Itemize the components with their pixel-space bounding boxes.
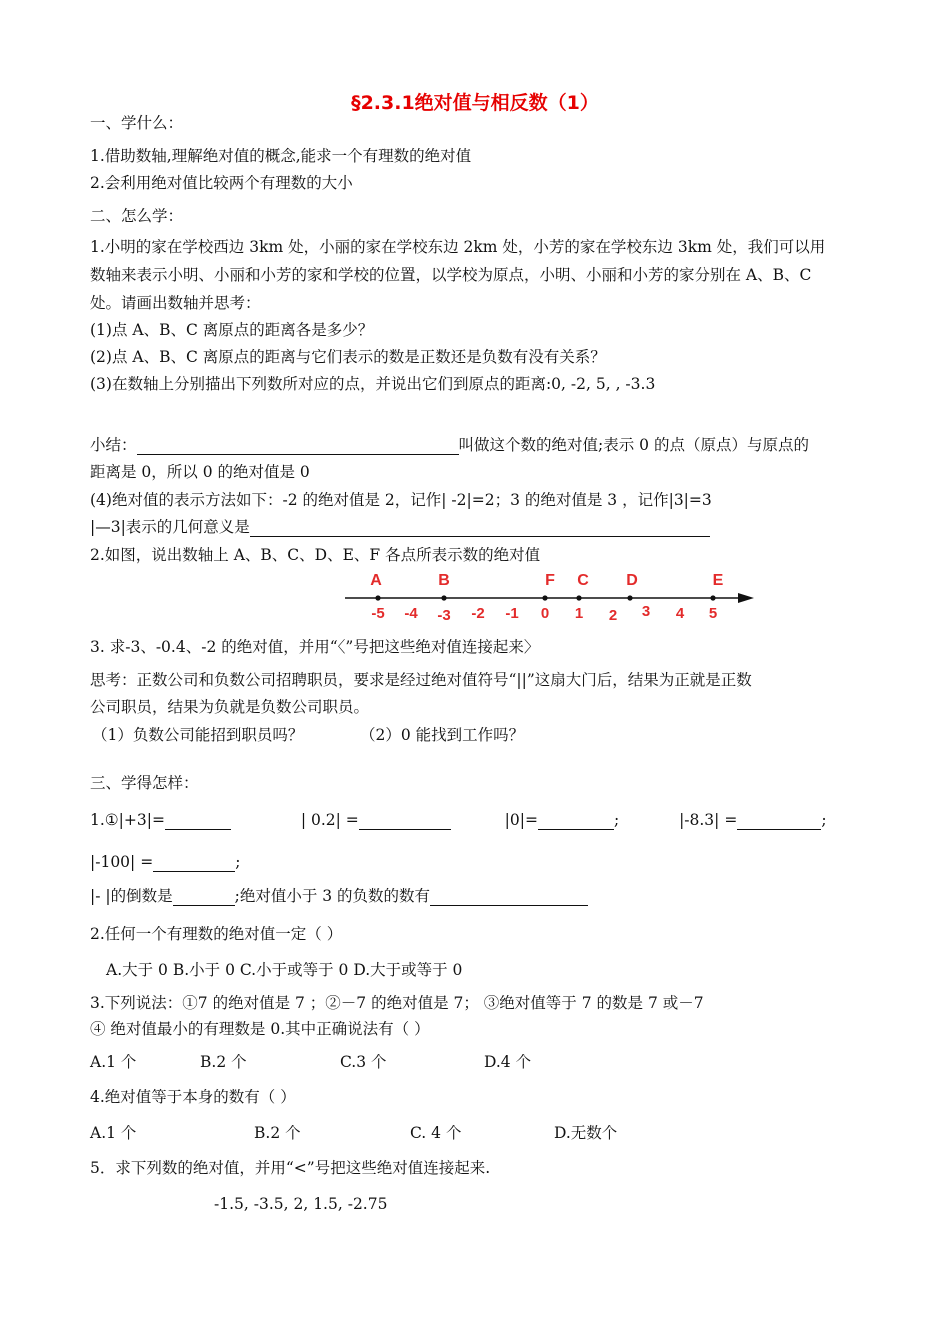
learn-item-1: 1.借助数轴,理解绝对值的概念,能求一个有理数的绝对值	[90, 147, 472, 165]
ex1-a-blank[interactable]	[165, 813, 231, 830]
problem-1-line-1: 1.小明的家在学校西边 3km 处，小丽的家在学校东边 2km 处，小芳的家在学校东边 3km 处，我们可以用	[90, 238, 826, 256]
point-label: B	[438, 572, 450, 589]
tick-label: -3	[437, 607, 451, 624]
ex1-g-blank[interactable]	[430, 889, 588, 906]
think-line-1: 思考：正数公司和负数公司招聘职员，要求是经过绝对值符号“||”这扇大门后，结果为正就是正数	[90, 671, 752, 689]
exercise-3-option-c: C.3 个	[340, 1053, 387, 1071]
tick-label: 1	[574, 605, 584, 622]
point-label: F	[545, 572, 555, 589]
meaning-label: |—3|表示的几何意义是	[90, 518, 250, 536]
problem-2: 2.如图，说出数轴上 A、B、C、D、E、F 各点所表示数的绝对值	[90, 546, 541, 564]
exercise-4-option-a: A.1 个	[90, 1124, 137, 1142]
question-4-meaning	[90, 517, 710, 537]
tick-label: -2	[471, 605, 485, 622]
tick-label: -4	[404, 605, 418, 622]
summary-line-2: 距离是 0，所以 0 的绝对值是 0	[90, 463, 310, 481]
point-dot	[627, 595, 632, 600]
ex1-d-blank[interactable]	[737, 813, 821, 830]
tick-label: 5	[708, 605, 718, 622]
ex1-a-label: 1.①|+3|=	[90, 811, 165, 829]
think-question-1: （1）负数公司能招到职员吗？	[92, 726, 304, 744]
tick-label: -5	[371, 605, 385, 622]
ex1-b-label: | 0.2| =	[300, 811, 359, 829]
question-2: (2)点 A、B、C 离原点的距离与它们表示的数是正数还是负数有没有关系？	[90, 348, 606, 366]
ex1-d-label: |-8.3| =	[679, 811, 738, 829]
meaning-blank[interactable]	[250, 520, 710, 537]
ex1-e-label: |-100| =	[90, 853, 154, 871]
summary-text: 叫做这个数的绝对值;表示 0 的点（原点）与原点的	[458, 436, 809, 454]
section-check-heading: 三、学得怎样：	[90, 774, 199, 792]
ex1-c-label: |0|=	[504, 811, 538, 829]
question-3: (3)在数轴上分别描出下列数所对应的点，并说出它们到原点的距离:0, -2, 5, , -3.3	[90, 375, 656, 393]
ex1-f-label: |- |的倒数是	[90, 887, 173, 905]
exercise-4-option-b: B.2 个	[254, 1124, 301, 1142]
problem-1-line-3: 处。请画出数轴并思考：	[90, 294, 261, 312]
ex1-c-blank[interactable]	[538, 813, 614, 830]
point-dot	[542, 595, 547, 600]
point-label: E	[712, 572, 724, 589]
think-line-2: 公司职员，结果为负就是负数公司职员。	[90, 698, 370, 716]
exercise-1-row-2: |-100| = ;	[90, 853, 241, 871]
exercise-3-option-a: A.1 个	[90, 1053, 137, 1071]
tick-label: -1	[505, 605, 519, 622]
point-dot	[576, 595, 581, 600]
learn-item-2: 2.会利用绝对值比较两个有理数的大小	[90, 174, 353, 192]
ex1-b-blank[interactable]	[359, 813, 451, 830]
summary-label: 小结：	[90, 436, 137, 454]
exercise-4-option-c: C. 4 个	[410, 1124, 462, 1142]
problem-3: 3. 求-3、-0.4、-2 的绝对值，并用“〈”号把这些绝对值连接起来〉	[90, 638, 540, 656]
tick-label: 0	[540, 605, 550, 622]
question-4: (4)绝对值的表示方法如下：-2 的绝对值是 2，记作| -2|=2；3 的绝对值是 3 ，记作|3|=3	[90, 491, 712, 509]
summary-line-1	[90, 435, 809, 455]
problem-1-line-2: 数轴来表示小明、小丽和小芳的家和学校的位置，以学校为原点，小明、小丽和小芳的家分别在 A、B、C	[90, 266, 812, 284]
tick-label: 2	[608, 607, 618, 624]
exercise-3-line-1: 3.下列说法：①7 的绝对值是 7 ；②－7 的绝对值是 7； ③绝对值等于 7 的数是 7 或－7	[90, 994, 704, 1012]
exercise-2: 2.任何一个有理数的绝对值一定（ ）	[90, 925, 343, 943]
point-dot	[710, 595, 715, 600]
point-dot	[375, 595, 380, 600]
exercise-1-row-3	[90, 886, 588, 906]
exercise-3-option-b: B.2 个	[200, 1053, 247, 1071]
exercise-4: 4.绝对值等于本身的数有（ ）	[90, 1088, 296, 1106]
exercise-2-options: A.大于 0 B.小于 0 C.小于或等于 0 D.大于或等于 0	[106, 961, 463, 979]
section-how-heading: 二、怎么学：	[90, 207, 184, 225]
ex1-g-label: ;绝对值小于 3 的负数的数有	[234, 887, 431, 905]
exercise-5-numbers: -1.5, -3.5, 2, 1.5, -2.75	[214, 1195, 388, 1213]
exercise-4-option-d: D.无数个	[554, 1124, 618, 1142]
tick-label: 3	[641, 603, 651, 620]
question-1: (1)点 A、B、C 离原点的距离各是多少？	[90, 321, 374, 339]
exercise-1-row-1: 1.①|+3|= | 0.2| = |0|= ; |-8.3| = ;	[90, 811, 827, 829]
point-label: D	[626, 572, 638, 589]
number-line-arrow	[738, 593, 754, 603]
exercise-3-option-d: D.4 个	[484, 1053, 532, 1071]
point-label: A	[370, 572, 382, 589]
section-learn-heading: 一、学什么：	[90, 114, 184, 132]
think-question-2: （2）0 能找到工作吗？	[360, 726, 525, 744]
exercise-5: 5．求下列数的绝对值，并用“<”号把这些绝对值连接起来.	[90, 1159, 491, 1177]
summary-blank[interactable]	[137, 438, 459, 455]
point-dot	[441, 595, 446, 600]
number-line-figure	[340, 568, 760, 624]
point-label: C	[577, 572, 589, 589]
tick-label: 4	[675, 605, 685, 622]
exercise-3-line-2: ④ 绝对值最小的有理数是 0.其中正确说法有（ ）	[90, 1020, 430, 1038]
ex1-e-blank[interactable]	[153, 855, 235, 872]
ex1-f-blank[interactable]	[173, 889, 235, 906]
page-title: §2.3.1绝对值与相反数（1）	[351, 92, 599, 114]
